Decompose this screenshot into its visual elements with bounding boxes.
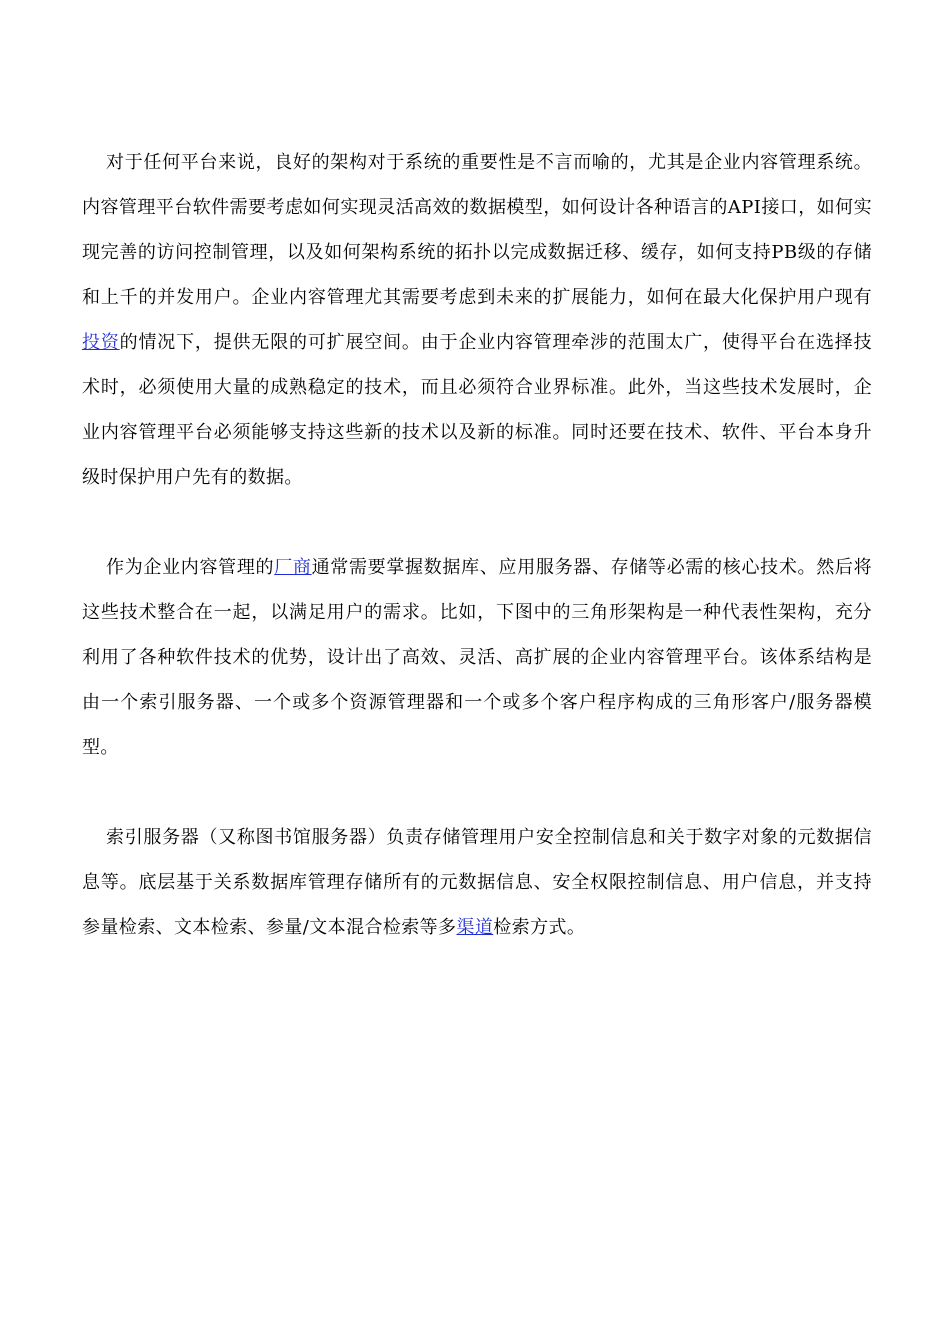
paragraph-2-text-b: 通常需要掌握数据库、应用服务器、存储等必需的核心技术。然后将这些技术整合在一起，以满足用户的需求。比如，下图中的三角形架构是一种代表性架构，充分利用了各种软件技术的优势，设计出了高效、灵活、高扩展的企业内容管理平台。该体系结构是由一个索引服务器、一个或多个资源管理器和一个或多个客户程序构成的三角形客户/服务器模型。 bbox=[82, 557, 873, 758]
paragraph-architecture-importance bbox=[82, 140, 872, 500]
link-investment[interactable]: 投资 bbox=[82, 332, 120, 353]
paragraph-vendor-technologies bbox=[82, 545, 872, 770]
paragraph-2-text-a: 作为企业内容管理的 bbox=[106, 557, 275, 578]
link-vendor[interactable]: 厂商 bbox=[274, 557, 312, 578]
paragraph-spacer bbox=[82, 500, 872, 545]
paragraph-1-text-b: 的情况下，提供无限的可扩展空间。由于企业内容管理牵涉的范围太广，使得平台在选择技术时，必须使用大量的成熟稳定的技术，而且必须符合业界标准。此外，当这些技术发展时，企业内容管理平台必须能够支持这些新的技术以及新的标准。同时还要在技术、软件、平台本身升级时保护用户先有的数据。 bbox=[82, 332, 872, 488]
link-channel[interactable]: 渠道 bbox=[456, 917, 494, 938]
paragraph-index-server bbox=[82, 815, 872, 950]
paragraph-3-text-b: 检索方式。 bbox=[493, 917, 586, 938]
document-body bbox=[82, 140, 872, 950]
paragraph-3-text-a: 索引服务器（又称图书馆服务器）负责存储管理用户安全控制信息和关于数字对象的元数据信息等。底层基于关系数据库管理存储所有的元数据信息、安全权限控制信息、用户信息，并支持参量检索、文本检索、参量/文本混合检索等多 bbox=[82, 827, 872, 938]
paragraph-1-text-a: 对于任何平台来说，良好的架构对于系统的重要性是不言而喻的，尤其是企业内容管理系统。内容管理平台软件需要考虑如何实现灵活高效的数据模型，如何设计各种语言的API接口，如何实现完善的访问控制管理，以及如何架构系统的拓扑以完成数据迁移、缓存，如何支持PB级的存储和上千的并发用户。企业内容管理尤其需要考虑到未来的扩展能力，如何在最大化保护用户现有 bbox=[82, 152, 872, 308]
paragraph-spacer bbox=[82, 770, 872, 815]
